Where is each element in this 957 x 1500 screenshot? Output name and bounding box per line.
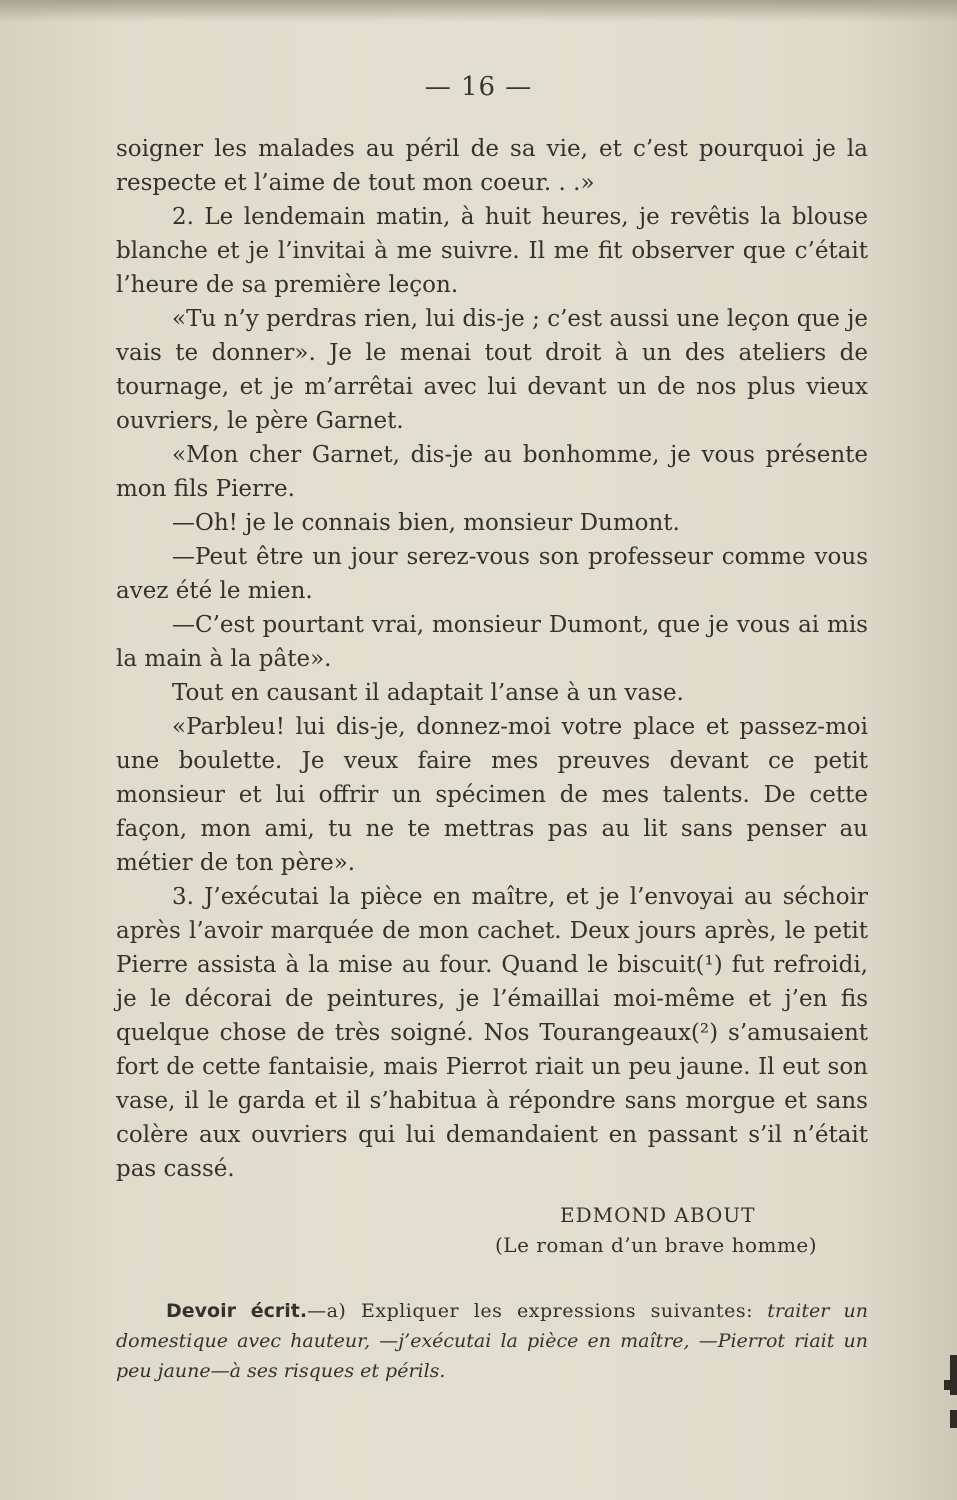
paragraph-lesson: «Tu n’y perdras rien, lui dis-je ; c’est aussi une leçon que je vais te donner». Je le menai tout droit à un des ateliers de tournage, et je m’arrêtai avec lui devant un de nos plus vieux ouvriers, le père Garnet. — [116, 306, 868, 434]
author-name: EDMOND ABOUT — [560, 1203, 756, 1227]
exercise-label: Devoir écrit. — [166, 1300, 308, 1322]
paragraph-continuation: soigner les malades au péril de sa vie, et c’est pourquoi je la respecte et l’aime de tout mon coeur. . .» — [116, 136, 868, 196]
paragraph-2: 2. Le lendemain matin, à huit heures, je revêtis la blouse blanche et je l’invitai à me suivre. Il me fit observer que c’était l’heure de sa première leçon. — [116, 204, 868, 298]
page-edge-mark — [944, 1380, 957, 1390]
exercise-expressions: traiter un domestique avec hauteur, —j’exécutai la pièce en maître, —Pierrot riait un peu jaune—à ses risques et périls. — [116, 1300, 868, 1382]
body-text — [116, 132, 868, 1186]
source-title: (Le roman d’un brave homme) — [495, 1233, 818, 1257]
exercise-instruction: —a) Expliquer les expressions suivantes: — [307, 1300, 754, 1322]
dialogue-line-3: —C’est pourtant vrai, monsieur Dumont, que je vous ai mis la main à la pâte». — [116, 612, 868, 672]
paragraph-3: 3. J’exécutai la pièce en maître, et je l’envoyai au séchoir après l’avoir marquée de mon cachet. Deux jours après, le petit Pierre assista à la mise au four. Quand le biscuit(¹) fut refroidi, je le décorai de peintures, je l’émaillai moi-même et j’en fis quelque chose de très soigné. Nos Tourangeaux(²) s’amusaient fort de cette fantaisie, mais Pierrot riait un peu jaune. Il eut son vase, il le garda et il s’habitua à répondre sans morgue et sans colère aux ouvriers qui lui demandaient en passant s’il n’était pas cassé. — [116, 884, 868, 1182]
page-edge-mark — [950, 1410, 957, 1428]
dialogue-line-1: —Oh! je le connais bien, monsieur Dumont. — [172, 510, 680, 536]
paragraph-parbleu: «Parbleu! lui dis-je, donnez-moi votre place et passez-moi une boulette. Je veux faire mes preuves devant ce petit monsieur et lui offrir un spécimen de mes talents. De cette façon, mon ami, tu ne te mettras pas au lit sans penser au métier de ton père». — [116, 714, 868, 876]
written-exercise — [116, 1296, 868, 1386]
paragraph-anse: Tout en causant il adaptait l’anse à un vase. — [172, 680, 684, 706]
paragraph-garnet: «Mon cher Garnet, dis-je au bonhomme, je vous présente mon fils Pierre. — [116, 442, 868, 502]
page-number: — 16 — — [424, 72, 533, 102]
dialogue-line-2: —Peut être un jour serez-vous son professeur comme vous avez été le mien. — [116, 544, 868, 604]
page-top-shadow — [0, 0, 957, 22]
